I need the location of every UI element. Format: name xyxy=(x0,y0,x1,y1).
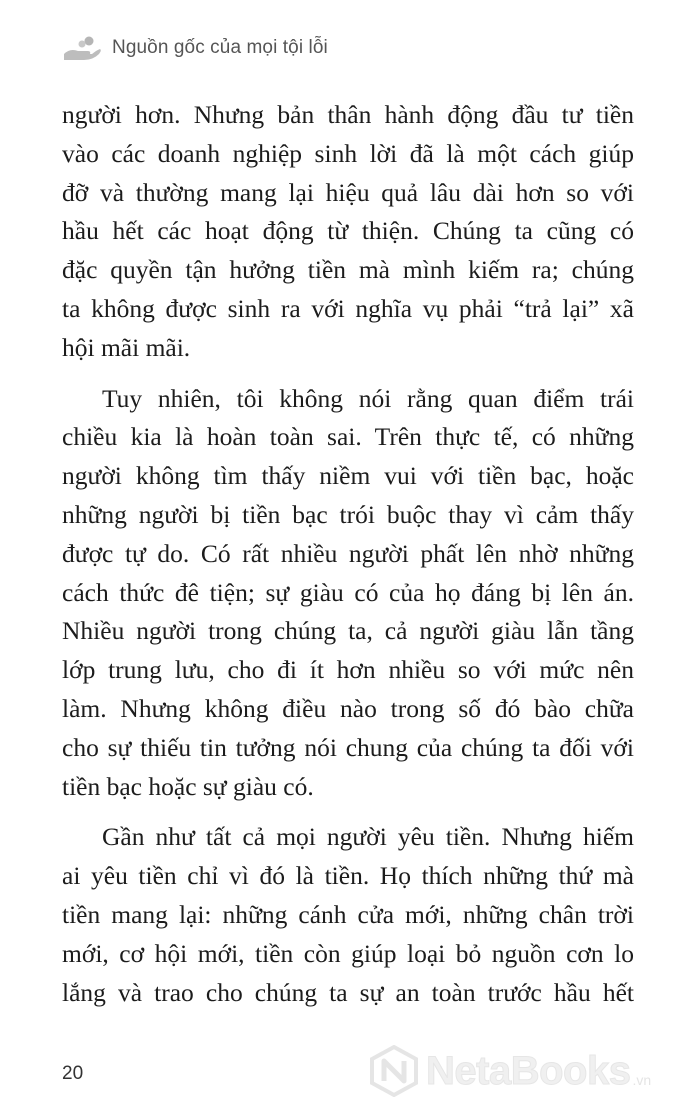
text-line: được tự do. Có rất nhiều người phất lên nhờ những xyxy=(62,538,634,568)
watermark-text: NetaBooks xyxy=(426,1048,631,1093)
text-line: làm. Nhưng không điều nào trong số đó bào chữa xyxy=(62,693,634,723)
paragraph-2 xyxy=(62,380,634,807)
text-line: mới, cơ hội mới, tiền còn giúp loại bỏ nguồn cơn lo xyxy=(62,938,634,968)
text-line: Nhiều người trong chúng ta, cả người giàu lẫn tầng xyxy=(62,616,634,646)
text-line: người hơn. Nhưng bản thân hành động đầu tư tiền xyxy=(62,100,634,129)
body-text xyxy=(62,96,634,1024)
hands-coins-icon xyxy=(62,34,102,62)
text-line: hội mãi mãi. xyxy=(62,332,191,362)
paragraph-3 xyxy=(62,818,634,1012)
text-line: những người bị tiền bạc trói buộc thay vì cảm thấy xyxy=(62,499,634,529)
text-line: tiền mang lại: những cánh cửa mới, những chân trời xyxy=(62,899,634,929)
text-line: Tuy nhiên, tôi không nói rằng quan điểm trái xyxy=(102,383,634,413)
text-line: đỡ và thường mang lại hiệu quả lâu dài hơn so với xyxy=(62,177,634,207)
text-line: chiều kia là hoàn toàn sai. Trên thực tế, có những xyxy=(62,422,634,452)
text-line: cho sự thiếu tin tưởng nói chung của chúng ta đối với xyxy=(62,732,634,762)
text-line: đặc quyền tận hưởng tiền mà mình kiếm ra; chúng xyxy=(62,255,634,285)
text-line: lớp trung lưu, cho đi ít hơn nhiều so với mức nên xyxy=(62,655,634,685)
paragraph-1 xyxy=(62,96,634,368)
watermark-suffix: .vn xyxy=(632,1072,652,1088)
text-line: ta không được sinh ra với nghĩa vụ phải “trả lại” xã xyxy=(62,293,634,323)
text-line: hầu hết các hoạt động từ thiện. Chúng ta cũng có xyxy=(62,216,634,246)
text-line: tiền bạc hoặc sự giàu có. xyxy=(62,771,314,801)
netabooks-logo-icon xyxy=(368,1045,420,1097)
page-number: 20 xyxy=(62,1063,84,1084)
text-line: lắng và trao cho chúng ta sự an toàn trước hầu hết xyxy=(62,977,634,1007)
text-line: cách thức đê tiện; sự giàu có của họ đáng bị lên án. xyxy=(62,577,634,607)
watermark xyxy=(368,1046,651,1096)
text-line: ai yêu tiền chỉ vì đó là tiền. Họ thích những thứ mà xyxy=(62,861,634,891)
text-line: Gần như tất cả mọi người yêu tiền. Nhưng hiếm xyxy=(102,822,634,852)
text-line: vào các doanh nghiệp sinh lời đã là một cách giúp xyxy=(62,138,634,168)
chapter-title: Nguồn gốc của mọi tội lỗi xyxy=(112,37,328,58)
running-header xyxy=(62,30,328,66)
text-line: người không tìm thấy niềm vui với tiền bạc, hoặc xyxy=(62,461,634,491)
